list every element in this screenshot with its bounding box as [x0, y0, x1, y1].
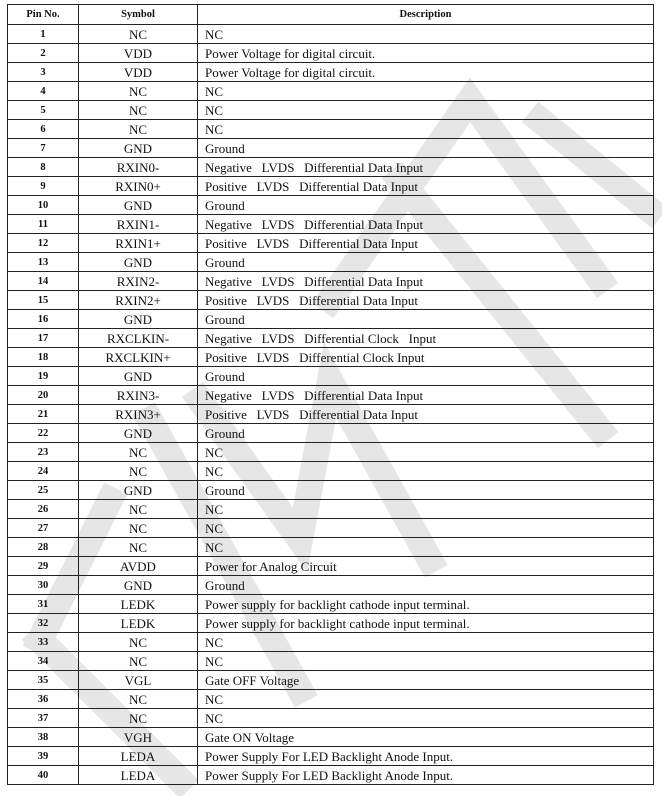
- symbol-cell: NC: [79, 82, 198, 101]
- table-row: [8, 652, 654, 671]
- symbol-cell: NC: [79, 25, 198, 44]
- table-row: [8, 310, 654, 329]
- symbol-cell: RXIN3+: [79, 405, 198, 424]
- description-cell: NC: [198, 519, 654, 538]
- description-cell: Power Voltage for digital circuit.: [198, 44, 654, 63]
- pin-cell: 6: [8, 120, 79, 139]
- description-cell: Power Voltage for digital circuit.: [198, 63, 654, 82]
- pin-cell: 30: [8, 576, 79, 595]
- symbol-cell: NC: [79, 519, 198, 538]
- description-cell: Power Supply For LED Backlight Anode Input.: [198, 747, 654, 766]
- pin-cell: 35: [8, 671, 79, 690]
- table-row: [8, 101, 654, 120]
- pin-cell: 18: [8, 348, 79, 367]
- description-cell: Positive LVDS Differential Data Input: [198, 405, 654, 424]
- description-cell: Power Supply For LED Backlight Anode Input.: [198, 766, 654, 785]
- pin-cell: 36: [8, 690, 79, 709]
- symbol-cell: LEDA: [79, 766, 198, 785]
- table-row: [8, 196, 654, 215]
- pin-cell: 15: [8, 291, 79, 310]
- table-row: [8, 82, 654, 101]
- table-row: [8, 291, 654, 310]
- table-row: [8, 234, 654, 253]
- symbol-cell: RXIN0-: [79, 158, 198, 177]
- description-cell: Ground: [198, 196, 654, 215]
- pin-cell: 14: [8, 272, 79, 291]
- description-cell: NC: [198, 443, 654, 462]
- pin-cell: 19: [8, 367, 79, 386]
- pin-cell: 12: [8, 234, 79, 253]
- table-row: [8, 728, 654, 747]
- symbol-cell: NC: [79, 538, 198, 557]
- table-row: [8, 405, 654, 424]
- table-row: [8, 25, 654, 44]
- description-cell: NC: [198, 82, 654, 101]
- table-row: [8, 462, 654, 481]
- pin-cell: 38: [8, 728, 79, 747]
- table-header-row: [8, 5, 654, 25]
- description-cell: NC: [198, 120, 654, 139]
- description-cell: Ground: [198, 367, 654, 386]
- description-cell: Positive LVDS Differential Data Input: [198, 177, 654, 196]
- symbol-cell: RXIN1+: [79, 234, 198, 253]
- description-cell: Negative LVDS Differential Data Input: [198, 272, 654, 291]
- pin-cell: 1: [8, 25, 79, 44]
- pin-cell: 28: [8, 538, 79, 557]
- pin-cell: 39: [8, 747, 79, 766]
- pin-cell: 17: [8, 329, 79, 348]
- symbol-cell: NC: [79, 462, 198, 481]
- pin-cell: 31: [8, 595, 79, 614]
- pin-table: [7, 4, 654, 785]
- table-row: [8, 348, 654, 367]
- pin-cell: 13: [8, 253, 79, 272]
- symbol-cell: VDD: [79, 63, 198, 82]
- table-row: [8, 747, 654, 766]
- table-row: [8, 177, 654, 196]
- pin-cell: 16: [8, 310, 79, 329]
- table-row: [8, 481, 654, 500]
- symbol-cell: LEDK: [79, 595, 198, 614]
- pin-cell: 2: [8, 44, 79, 63]
- description-cell: Power for Analog Circuit: [198, 557, 654, 576]
- table-row: [8, 329, 654, 348]
- description-cell: Ground: [198, 576, 654, 595]
- symbol-cell: GND: [79, 310, 198, 329]
- description-cell: NC: [198, 652, 654, 671]
- symbol-cell: GND: [79, 196, 198, 215]
- description-cell: NC: [198, 538, 654, 557]
- symbol-cell: GND: [79, 424, 198, 443]
- pin-cell: 26: [8, 500, 79, 519]
- description-cell: NC: [198, 462, 654, 481]
- symbol-cell: RXIN2-: [79, 272, 198, 291]
- table-row: [8, 424, 654, 443]
- description-cell: Gate ON Voltage: [198, 728, 654, 747]
- table-row: [8, 158, 654, 177]
- symbol-cell: RXIN0+: [79, 177, 198, 196]
- symbol-cell: RXIN2+: [79, 291, 198, 310]
- symbol-cell: GND: [79, 367, 198, 386]
- symbol-cell: NC: [79, 652, 198, 671]
- header-description: Description: [198, 5, 654, 25]
- table-row: [8, 519, 654, 538]
- pin-cell: 4: [8, 82, 79, 101]
- description-cell: Ground: [198, 310, 654, 329]
- symbol-cell: NC: [79, 633, 198, 652]
- pin-cell: 5: [8, 101, 79, 120]
- header-symbol: Symbol: [79, 5, 198, 25]
- symbol-cell: NC: [79, 120, 198, 139]
- symbol-cell: RXCLKIN-: [79, 329, 198, 348]
- description-cell: Power supply for backlight cathode input terminal.: [198, 595, 654, 614]
- pin-cell: 33: [8, 633, 79, 652]
- description-cell: Positive LVDS Differential Data Input: [198, 291, 654, 310]
- pin-cell: 21: [8, 405, 79, 424]
- pin-cell: 22: [8, 424, 79, 443]
- table-row: [8, 671, 654, 690]
- pin-cell: 40: [8, 766, 79, 785]
- description-cell: Ground: [198, 139, 654, 158]
- description-cell: Gate OFF Voltage: [198, 671, 654, 690]
- pin-cell: 24: [8, 462, 79, 481]
- symbol-cell: NC: [79, 443, 198, 462]
- table-row: [8, 690, 654, 709]
- symbol-cell: NC: [79, 709, 198, 728]
- table-row: [8, 253, 654, 272]
- description-cell: Positive LVDS Differential Data Input: [198, 234, 654, 253]
- pin-cell: 25: [8, 481, 79, 500]
- table-row: [8, 576, 654, 595]
- table-row: [8, 443, 654, 462]
- pin-cell: 29: [8, 557, 79, 576]
- description-cell: Negative LVDS Differential Data Input: [198, 386, 654, 405]
- description-cell: NC: [198, 101, 654, 120]
- symbol-cell: LEDK: [79, 614, 198, 633]
- table-row: [8, 538, 654, 557]
- description-cell: Power supply for backlight cathode input terminal.: [198, 614, 654, 633]
- symbol-cell: VGH: [79, 728, 198, 747]
- description-cell: Ground: [198, 253, 654, 272]
- table-row: [8, 557, 654, 576]
- symbol-cell: RXIN3-: [79, 386, 198, 405]
- pin-cell: 32: [8, 614, 79, 633]
- table-row: [8, 272, 654, 291]
- symbol-cell: AVDD: [79, 557, 198, 576]
- table-row: [8, 120, 654, 139]
- table-row: [8, 633, 654, 652]
- symbol-cell: VDD: [79, 44, 198, 63]
- pin-cell: 11: [8, 215, 79, 234]
- table-row: [8, 367, 654, 386]
- header-pin-no: Pin No.: [8, 5, 79, 25]
- symbol-cell: GND: [79, 481, 198, 500]
- description-cell: Ground: [198, 481, 654, 500]
- pin-cell: 8: [8, 158, 79, 177]
- symbol-cell: LEDA: [79, 747, 198, 766]
- description-cell: NC: [198, 690, 654, 709]
- table-row: [8, 386, 654, 405]
- pin-cell: 27: [8, 519, 79, 538]
- description-cell: Negative LVDS Differential Data Input: [198, 158, 654, 177]
- pin-cell: 3: [8, 63, 79, 82]
- pin-cell: 20: [8, 386, 79, 405]
- description-cell: NC: [198, 500, 654, 519]
- symbol-cell: GND: [79, 253, 198, 272]
- table-row: [8, 63, 654, 82]
- table-row: [8, 500, 654, 519]
- table-row: [8, 595, 654, 614]
- symbol-cell: GND: [79, 139, 198, 158]
- description-cell: Negative LVDS Differential Data Input: [198, 215, 654, 234]
- description-cell: NC: [198, 709, 654, 728]
- symbol-cell: NC: [79, 690, 198, 709]
- pin-cell: 9: [8, 177, 79, 196]
- symbol-cell: VGL: [79, 671, 198, 690]
- symbol-cell: RXIN1-: [79, 215, 198, 234]
- symbol-cell: NC: [79, 101, 198, 120]
- table-row: [8, 215, 654, 234]
- symbol-cell: NC: [79, 500, 198, 519]
- table-row: [8, 709, 654, 728]
- table-row: [8, 614, 654, 633]
- pin-cell: 34: [8, 652, 79, 671]
- description-cell: Negative LVDS Differential Clock Input: [198, 329, 654, 348]
- description-cell: NC: [198, 25, 654, 44]
- symbol-cell: GND: [79, 576, 198, 595]
- pin-cell: 10: [8, 196, 79, 215]
- description-cell: Ground: [198, 424, 654, 443]
- table-row: [8, 44, 654, 63]
- pin-cell: 37: [8, 709, 79, 728]
- pin-cell: 7: [8, 139, 79, 158]
- table-row: [8, 766, 654, 785]
- description-cell: Positive LVDS Differential Clock Input: [198, 348, 654, 367]
- symbol-cell: RXCLKIN+: [79, 348, 198, 367]
- pin-cell: 23: [8, 443, 79, 462]
- table-row: [8, 139, 654, 158]
- description-cell: NC: [198, 633, 654, 652]
